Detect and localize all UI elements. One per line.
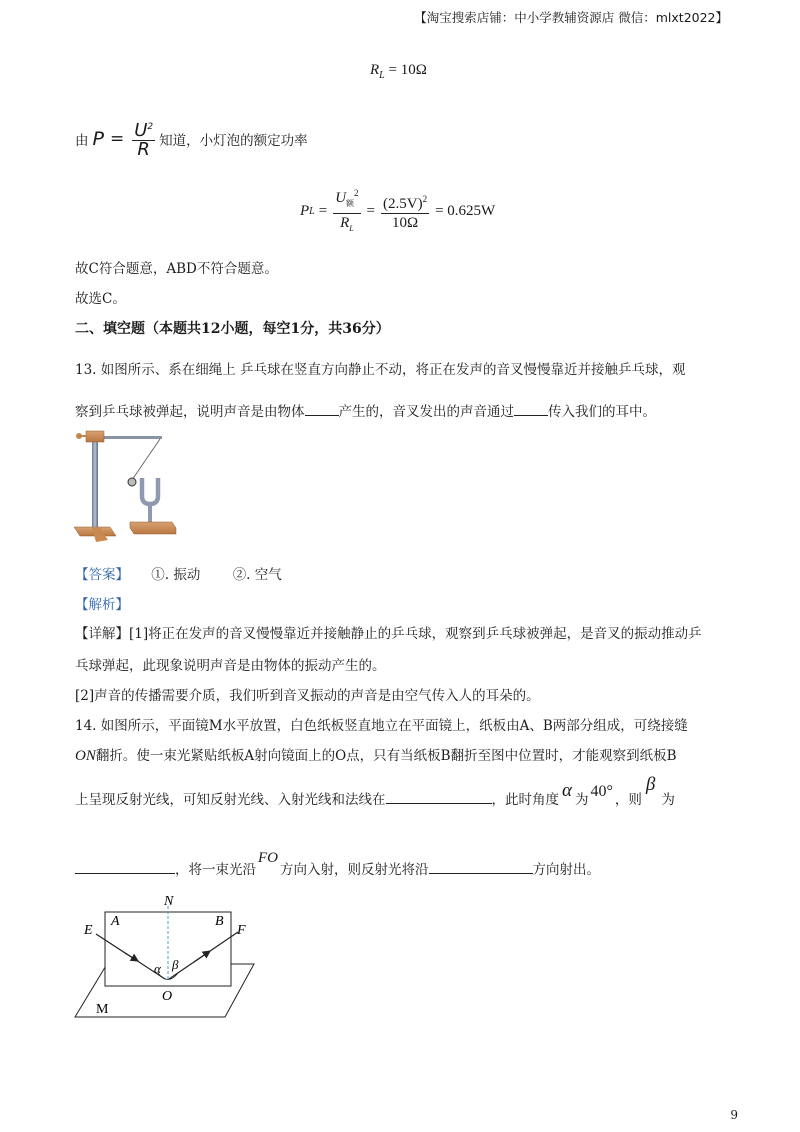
q12-conclusion: 故C符合题意，ABD不符合题意。 — [75, 261, 278, 277]
q14-line3 — [75, 774, 675, 810]
q13-text-c: 传入我们的耳中。 — [548, 404, 656, 420]
angle-value: 40° — [590, 783, 613, 800]
blank-3 — [386, 789, 492, 804]
label-b: B — [215, 914, 224, 929]
frac-r: R — [137, 139, 150, 160]
detail-line2: 乓球弹起，此现象说明声音是由物体的振动产生的。 — [75, 658, 386, 674]
blank-2 — [514, 401, 548, 416]
eq1: = — [318, 202, 328, 219]
eq2: = — [366, 202, 376, 219]
page-header: 【淘宝搜索店铺：中小学教辅资源店 微信：mlxt2022】 — [414, 10, 728, 25]
value-fraction — [381, 190, 429, 232]
sub-rl: L — [349, 224, 354, 233]
ping-pong-ball — [128, 478, 136, 486]
q14-line4-b: 方向入射，则反射光将沿 — [280, 862, 429, 878]
beta-symbol: β — [645, 774, 656, 795]
q14-line4-a: ，将一束光沿 — [175, 862, 256, 878]
detail-text-1: [1]将正在发声的音叉慢慢靠近并接触静止的乒乓球，观察到乒乓球被弹起，是音叉的振动推动乒 — [129, 626, 702, 642]
q13-text-b: 产生的，音叉发出的声音通过 — [338, 404, 514, 420]
symbol-p: P — [92, 127, 104, 150]
q14-line1: 14. 如图所示，平面镜M水平放置，白色纸板竖直地立在平面镜上，纸板由A、B两部分组成，可绕接缝 — [75, 718, 688, 734]
power-formula-line — [75, 118, 308, 159]
q14-line2-text: 翻折。使一束光紧贴纸板A射向镜面上的O点，只有当纸板B翻折至图中位置时，才能观察到纸板B — [95, 748, 677, 764]
q13-answer — [75, 563, 282, 583]
detail-line3: [2]声音的传播需要介质，我们听到音叉振动的声音是由空气传入人的耳朵的。 — [75, 688, 540, 704]
q14-line3-b: ，此时角度 — [491, 792, 559, 808]
string — [132, 439, 160, 480]
q14-line4 — [75, 850, 600, 879]
blank-1 — [305, 401, 339, 416]
num-value: (2.5V) — [383, 196, 423, 212]
label-beta: β — [172, 957, 179, 972]
label-e: E — [84, 923, 93, 938]
prefix-text: 由 — [75, 132, 89, 149]
blank-4 — [75, 859, 175, 874]
mirror-figure — [72, 892, 272, 1022]
answer-2: ②. 空气 — [232, 567, 282, 583]
fo-label: FO — [258, 850, 278, 866]
symbol-r: R — [370, 62, 380, 78]
result-value: = 0.625W — [435, 202, 496, 219]
sub-l: L — [309, 205, 315, 217]
blank-5 — [429, 859, 533, 874]
label-a: A — [111, 914, 120, 929]
answer-label: 【答案】 — [75, 567, 129, 583]
analysis-label: 【解析】 — [75, 597, 129, 613]
answer-1: ①. 振动 — [151, 567, 201, 583]
den-value: 10Ω — [391, 215, 419, 231]
q14-line3-d: ，则 — [614, 792, 642, 808]
q14-line3-e: 为 — [661, 792, 675, 808]
tuning-fork — [142, 478, 158, 522]
formula-rl — [370, 62, 427, 81]
label-alpha: α — [154, 961, 161, 976]
sup-2: 2 — [354, 188, 359, 198]
subscript-l: L — [379, 70, 385, 81]
q13-line1: 13. 如图所示、系在细绳上 乒乓球在竖直方向静止不动，将正在发声的音叉慢慢靠近并接触乒乓球，观 — [75, 362, 686, 378]
page-number: 9 — [730, 1108, 738, 1122]
symbol-pl: P — [300, 202, 310, 219]
sub-e: 额 — [346, 199, 355, 208]
num-sup: 2 — [422, 194, 428, 204]
label-m: M — [96, 1002, 109, 1017]
q14-line4-c: 方向射出。 — [532, 862, 600, 878]
q14-line2 — [75, 744, 677, 765]
formula-pl — [300, 184, 495, 238]
label-o: O — [162, 989, 173, 1004]
q13-line2 — [75, 400, 656, 420]
fork-base — [130, 522, 176, 534]
formula-rl-value: = 10Ω — [388, 62, 427, 78]
ue-over-rl-fraction — [333, 184, 360, 238]
tuning-fork-figure — [70, 424, 180, 546]
alpha-symbol: α — [562, 780, 572, 801]
label-n: N — [164, 894, 174, 909]
q14-line3-a: 上呈现反射光线，可知反射光线、入射光线和法线在 — [75, 792, 386, 808]
symbol-u: U — [335, 190, 347, 206]
frac-u: U — [134, 120, 148, 141]
equals-sign: = — [109, 128, 125, 149]
on-label: ON — [75, 748, 96, 764]
detail-label: 【详解】 — [75, 626, 129, 642]
q14-line3-c: 为 — [574, 792, 589, 808]
frac-sup: 2 — [147, 122, 154, 132]
u2-over-r-fraction — [132, 118, 155, 159]
q12-choice: 故选C。 — [75, 291, 126, 307]
section-title: 二、填空题（本题共12小题，每空1分，共36分） — [75, 321, 390, 337]
label-f: F — [237, 923, 246, 938]
suffix-text: 知道，小灯泡的额定功率 — [159, 132, 308, 149]
q13-text-a: 察到乒乓球被弹起，说明声音是由物体 — [75, 404, 305, 420]
symbol-rl: R — [340, 215, 350, 231]
detail-line1 — [75, 622, 702, 642]
